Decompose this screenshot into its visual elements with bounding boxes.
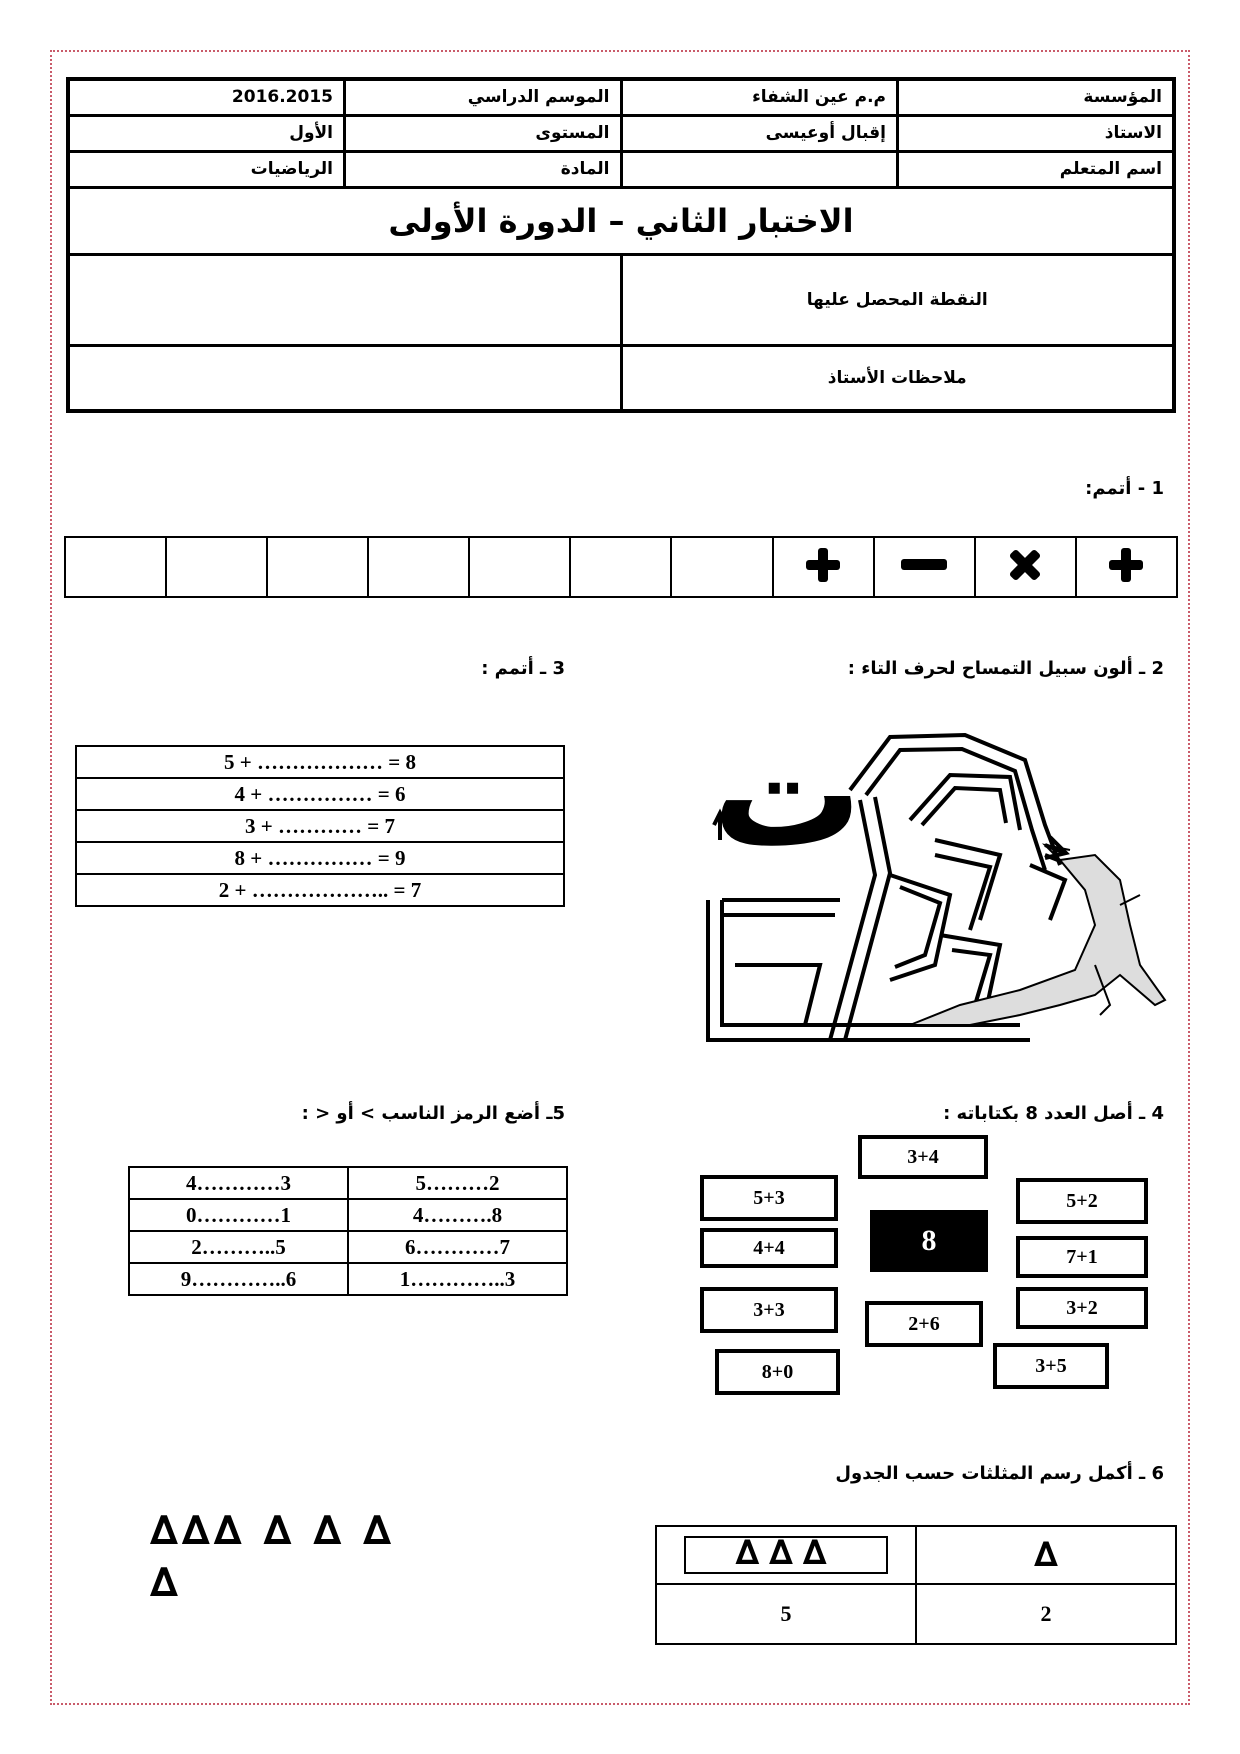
expression-card[interactable]: 7+1 <box>1016 1236 1148 1278</box>
expression-card[interactable]: 8+0 <box>715 1349 840 1395</box>
q1-blank-cell[interactable] <box>166 537 267 597</box>
q1-blank-cell[interactable] <box>267 537 368 597</box>
season-label: الموسم الدراسي <box>345 79 622 115</box>
q1-operations-table <box>64 536 1178 598</box>
q1-blank-cell[interactable] <box>368 537 469 597</box>
level-value: الأول <box>68 115 345 151</box>
subject-label: المادة <box>345 151 622 187</box>
q5-cell[interactable]: 4…………3 <box>129 1167 348 1199</box>
q6-table <box>655 1525 1177 1645</box>
expression-card[interactable]: 3+4 <box>858 1135 988 1179</box>
expression-card[interactable]: 2+6 <box>865 1301 983 1347</box>
notes-field[interactable] <box>68 345 621 411</box>
ta-letter: ت <box>712 707 863 881</box>
expression-card[interactable]: 3+5 <box>993 1343 1109 1389</box>
minus-icon <box>899 555 949 575</box>
q4-title: 4 ـ أصل العدد 8 بكتاباته : <box>943 1103 1164 1124</box>
q1-blank-cell[interactable] <box>570 537 671 597</box>
plus-symbol <box>773 537 874 597</box>
q1-blank-cell[interactable] <box>671 537 772 597</box>
exam-title: الاختبار الثاني – الدورة الأولى <box>68 187 1174 254</box>
q1-blank-cell[interactable] <box>469 537 570 597</box>
triangle-icon: ∆ <box>1034 1535 1058 1575</box>
score-field[interactable] <box>68 254 621 345</box>
q5-cell[interactable]: 6…………7 <box>348 1231 567 1263</box>
q3-row[interactable]: 2 + ……………….. = 7 <box>76 874 564 906</box>
loose-triangles-line-1: ∆∆∆ ∆ ∆ ∆ <box>150 1508 396 1554</box>
q2-title: 2 ـ ألون سبيل التمساح لحرف التاء : <box>847 658 1164 679</box>
q3-table <box>75 745 565 907</box>
triangle-group: ∆∆∆ <box>684 1536 888 1574</box>
season-value: 2016.2015 <box>68 79 345 115</box>
q3-row[interactable]: 3 + ………… = 7 <box>76 810 564 842</box>
q1-title: 1 - أتمم: <box>1085 478 1164 499</box>
q3-title: 3 ـ أتمم : <box>481 658 565 679</box>
q5-cell[interactable]: 9…………..6 <box>129 1263 348 1295</box>
institution-label: المؤسسة <box>898 79 1175 115</box>
center-number-8[interactable]: 8 <box>870 1210 988 1272</box>
plus-icon <box>1106 545 1146 585</box>
student-label: اسم المتعلم <box>898 151 1175 187</box>
expression-card[interactable]: 3+2 <box>1016 1287 1148 1329</box>
student-name-field[interactable] <box>621 151 898 187</box>
times-symbol <box>975 537 1076 597</box>
subject-value: الرياضيات <box>68 151 345 187</box>
q5-cell[interactable]: 4……….8 <box>348 1199 567 1231</box>
expression-card[interactable]: 3+3 <box>700 1287 838 1333</box>
crocodile-maze-illustration <box>700 705 1175 1050</box>
header-table <box>66 77 1176 413</box>
score-label: النقطة المحصل عليها <box>621 254 1174 345</box>
expression-card[interactable]: 5+3 <box>700 1175 838 1221</box>
q6-title: 6 ـ أكمل رسم المثلثات حسب الجدول <box>835 1463 1164 1484</box>
q5-cell[interactable]: 0…………1 <box>129 1199 348 1231</box>
level-label: المستوى <box>345 115 622 151</box>
teacher-label: الاستاذ <box>898 115 1175 151</box>
q5-cell[interactable]: 1…………..3 <box>348 1263 567 1295</box>
institution-value: م.م عين الشفاء <box>621 79 898 115</box>
teacher-value: إقبال أوعيسى <box>621 115 898 151</box>
q5-cell[interactable]: 5………2 <box>348 1167 567 1199</box>
q5-table <box>128 1166 568 1296</box>
plus-symbol <box>1076 537 1177 597</box>
notes-label: ملاحظات الأستاذ <box>621 345 1174 411</box>
q3-row[interactable]: 4 + …………… = 6 <box>76 778 564 810</box>
q3-row[interactable]: 8 + …………… = 9 <box>76 842 564 874</box>
triangle-group-cell <box>656 1526 916 1584</box>
minus-symbol <box>874 537 975 597</box>
plus-icon <box>803 545 843 585</box>
q3-row[interactable]: 5 + ……………… = 8 <box>76 746 564 778</box>
loose-triangles-line-2: ∆ <box>150 1560 182 1606</box>
loose-triangles <box>150 1505 395 1609</box>
expression-card[interactable]: 4+4 <box>700 1228 838 1268</box>
single-triangle-cell <box>916 1526 1176 1584</box>
times-icon <box>1005 545 1045 585</box>
count-cell[interactable]: 5 <box>656 1584 916 1644</box>
q1-blank-cell[interactable] <box>65 537 166 597</box>
q5-title: 5ـ أضع الرمز الناسب > أو < : <box>301 1103 565 1124</box>
count-cell: 2 <box>916 1584 1176 1644</box>
q5-cell[interactable]: 2………..5 <box>129 1231 348 1263</box>
expression-card[interactable]: 5+2 <box>1016 1178 1148 1224</box>
